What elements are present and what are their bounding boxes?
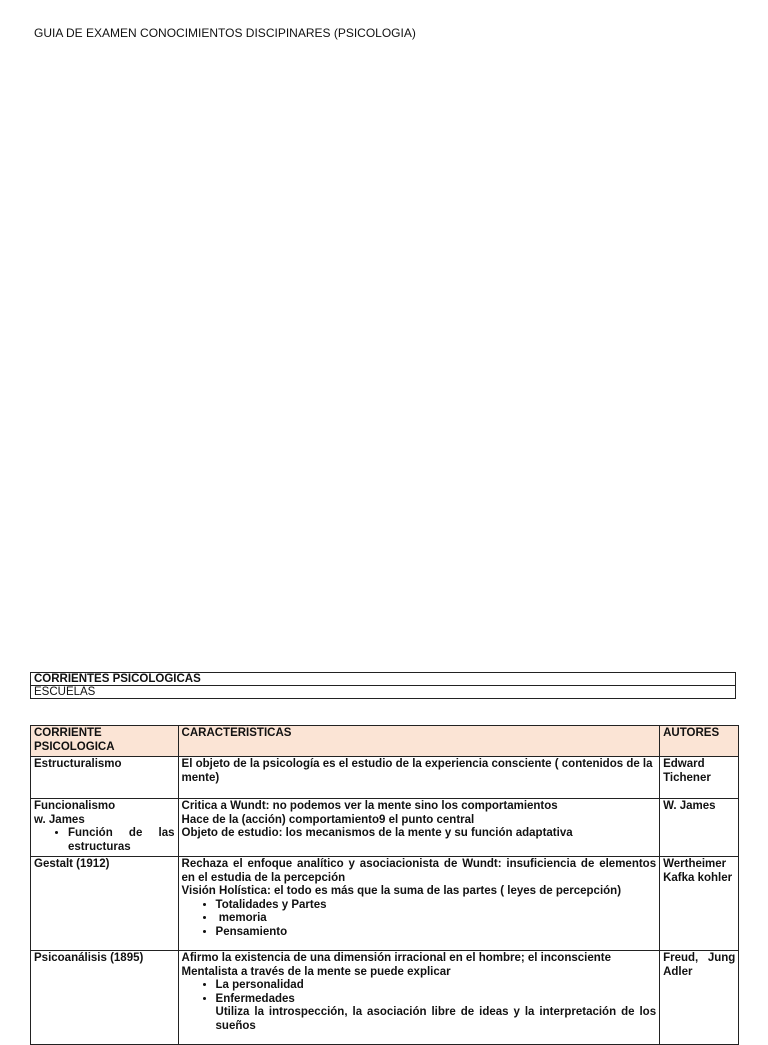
cell-corriente: Psicoanálisis (1895) <box>31 951 179 1045</box>
cell-corriente: Gestalt (1912) <box>31 857 179 951</box>
section-title: CORRIENTES PSICOLOGICAS <box>31 673 736 686</box>
section-title-box <box>30 672 736 699</box>
bullet-list <box>182 899 657 940</box>
bullet-list <box>34 827 175 854</box>
cell-corriente <box>31 799 179 857</box>
author-name: Wertheimer <box>663 858 727 870</box>
cell-autores <box>660 951 739 1045</box>
author-name: Freud, Jung <box>663 952 736 964</box>
corriente-author: w. James <box>34 813 85 826</box>
header-autores: AUTORES <box>660 726 739 757</box>
header-corriente: CORRIENTE PSICOLOGICA <box>31 726 179 757</box>
list-item: • Totalidades y Partes <box>216 899 657 913</box>
table-row <box>31 757 739 799</box>
text-line: Hace de la (acción) comportamiento9 el punto central <box>181 813 475 826</box>
text-line: Utiliza la introspección, la asociación libre de ideas y la interpretación de los sueños <box>215 1006 657 1032</box>
header-caracteristicas: CARACTERISTICAS <box>178 726 660 757</box>
author-name: Adler <box>663 965 693 978</box>
list-item: • Función de las estructuras <box>68 827 175 854</box>
cell-caracteristicas: El objeto de la psicología es el estudio de la experiencia consciente ( contenidos de la mente) <box>178 757 660 799</box>
bullet-list <box>182 979 657 1006</box>
table-row <box>31 857 739 951</box>
list-item: • Pensamiento <box>216 926 657 940</box>
author-name: Tichener <box>663 771 711 784</box>
text-line: Afirmo la existencia de una dimensión irracional en el hombre; el inconsciente <box>181 952 611 964</box>
list-item: • La personalidad <box>216 979 657 993</box>
table-row <box>31 951 739 1045</box>
list-item: • Enfermedades <box>216 993 657 1007</box>
corriente-name: Funcionalismo <box>34 800 116 812</box>
cell-autores <box>660 757 739 799</box>
corrientes-table <box>30 725 739 1045</box>
author-name: Kafka kohler <box>663 871 733 884</box>
cell-caracteristicas <box>178 857 660 951</box>
text-line: Mentalista a través de la mente se puede explicar <box>181 965 451 978</box>
author-name: Edward <box>663 758 705 770</box>
cell-autores <box>660 857 739 951</box>
list-item: • memoria <box>216 912 657 926</box>
table-header-row <box>31 726 739 757</box>
document-title: GUIA DE EXAMEN CONOCIMIENTOS DISCIPINARES (PSICOLOGIA) <box>34 26 416 40</box>
text-line: Rechaza el enfoque analítico y asociacionista de Wundt: insuficiencia de elementos en el estudia de la percepción <box>181 858 657 884</box>
cell-caracteristicas <box>178 799 660 857</box>
table-row <box>31 799 739 857</box>
cell-corriente: Estructuralismo <box>31 757 179 799</box>
section-subtitle: ESCUELAS <box>31 686 736 699</box>
text-line: Objeto de estudio: los mecanismos de la mente y su función adaptativa <box>181 827 573 839</box>
text-line: Critica a Wundt: no podemos ver la mente sino los comportamientos <box>181 800 558 812</box>
cell-autores: W. James <box>660 799 739 857</box>
text-line: Visión Holística: el todo es más que la suma de las partes ( leyes de percepción) <box>181 885 622 897</box>
cell-caracteristicas <box>178 951 660 1045</box>
